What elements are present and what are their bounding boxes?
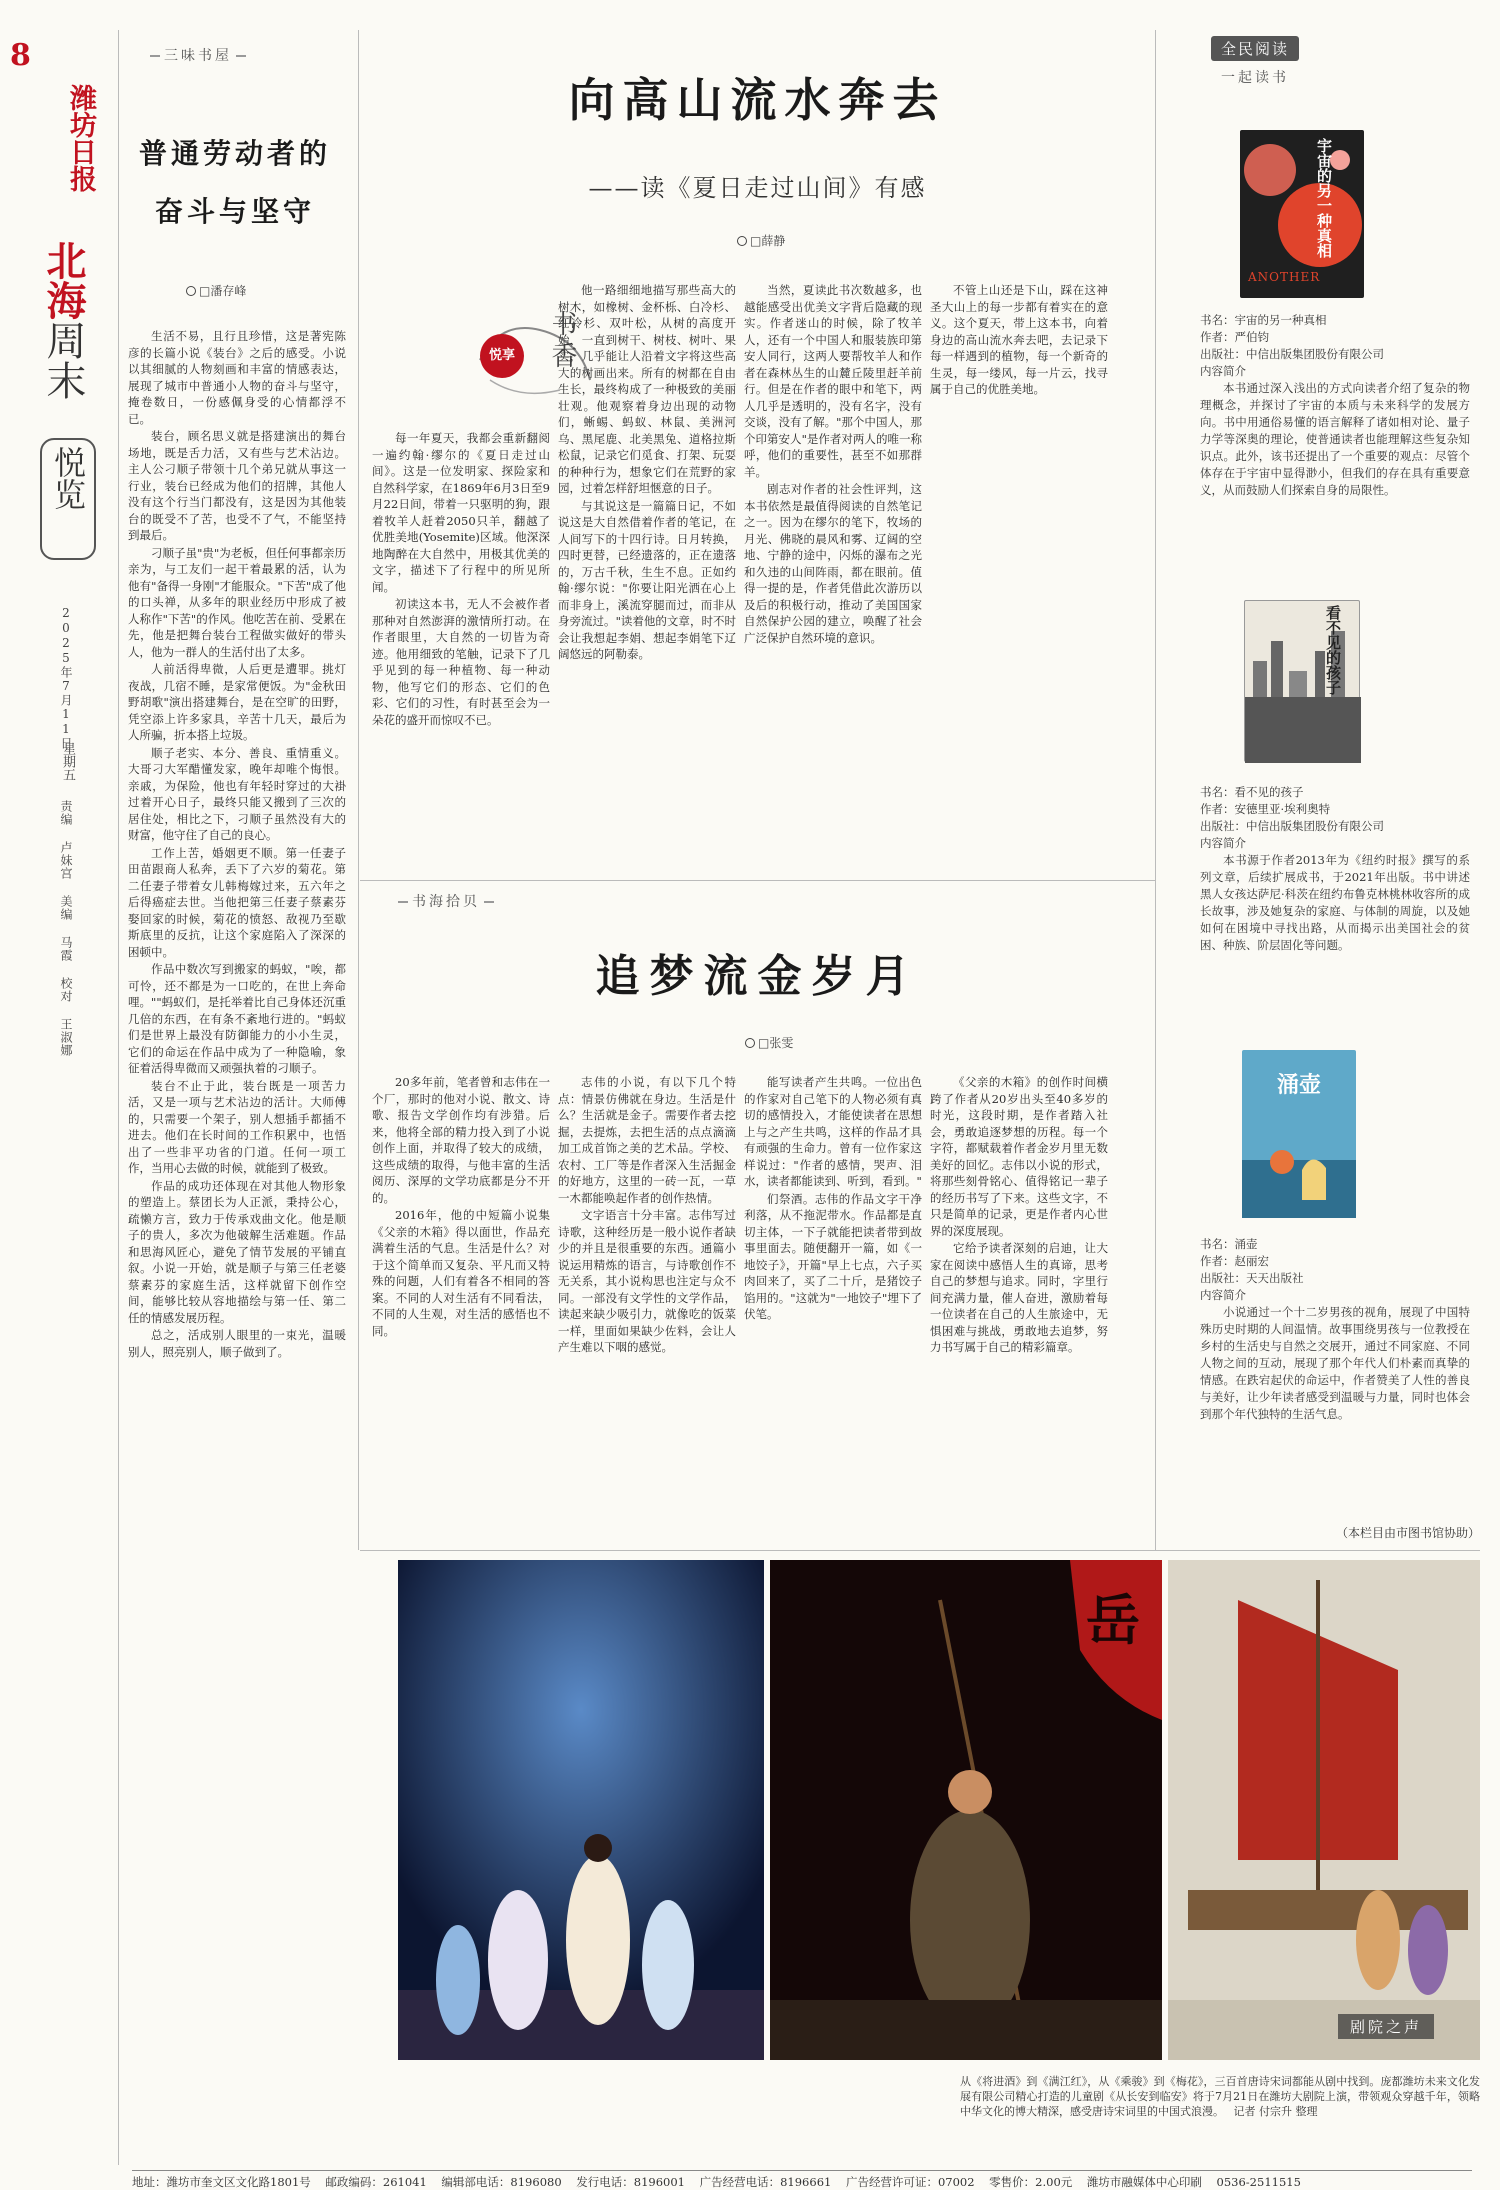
left-article-paragraph: 刁顺子虽"贵"为老板，但任何事都亲历亲为，与工友们一起干着最累的活，认为他有"备得一身刚"才能服众。"下苦"成了他的口头禅，从多年的职业经历中形成了被人称作"下苦"的作风。他吃苦在前、受累在先，他是把舞台装台工程做实做好的带头人，他为一群人的生活付出了太多。 (128, 545, 346, 659)
footer-postcode: 邮政编码：261041 (325, 2175, 427, 2189)
stage-photo-3 (1168, 1560, 1480, 2060)
book-1-publisher: 出版社：中信出版集团股份有限公司 (1200, 347, 1384, 361)
footer (132, 2170, 1472, 2190)
book-3-intro: 小说通过一个十二岁男孩的视角，展现了中国特殊历史时期的人间温情。故事围绕男孩与一位教授在乡村的生活史与自然之交展开，通过不同家庭、不同人物之间的互动，展现了那个年代人们朴素而真挚的情感。在跌宕起伏的命运中，作者赞美了人性的善良与美好，让少年读者感受到温暖与力量，同时也体会到那个年代独特的生活气息。 (1200, 1305, 1470, 1421)
second-article-paragraph: 志伟的小说，有以下几个特点：情景仿佛就在身边。生活是什么？生活就是金子。需要作者去挖掘，去提炼，去把生活的点点滴滴加工成首饰之美的艺术品。学校、农村、工厂等是作者深入生活掘金的好地方，这里的一砖一瓦，一草一木都能唤起作者的创作热情。 (558, 1075, 736, 1205)
second-article-paragraph: 20多年前，笔者曾和志伟在一个厂，那时的他对小说、散文、诗歌、报告文学创作均有涉猎。后来，他将全部的精力投入到了小说创作上面，并取得了较大的成绩，这些成绩的取得，与他丰富的生活阅历、深厚的文学功底都是分不开的。 (372, 1075, 550, 1205)
left-article-paragraph: 顺子老实、本分、善良、重情重义。大哥刁大军醋懂发家，晚年却唯个悔恨。亲戚，为保险，他也有年轻时穿过的大褂过着开心日子，最终只能又搬到了三次的居住处，相比之下，刁顺子虽然没有大的财富，他守住了自己的良心。 (128, 745, 346, 842)
left-article-body (128, 328, 346, 2160)
reading-tag (1190, 36, 1320, 87)
column-tag-juyuan: 剧院之声 (1338, 2014, 1434, 2039)
divider (360, 1550, 1480, 1551)
left-article-paragraph: 总之，活成别人眼里的一束光，温暖别人，照亮别人，顺子做到了。 (128, 1328, 346, 1359)
second-article-col1 (372, 1074, 550, 1544)
book-cover-1-title: 宇宙的另一种真相 (1315, 138, 1333, 258)
weekly-name-b: 周末 (40, 320, 86, 400)
second-article-col4 (930, 1074, 1108, 1544)
banner-character: 岳 (1086, 1588, 1140, 1652)
stage-photo-2 (770, 1560, 1162, 2060)
footer-printer: 潍坊市融媒体中心印刷 (1086, 2175, 1202, 2189)
issue-weekday: 星期五 (60, 742, 75, 781)
weekly-name-a: 北海 (40, 240, 87, 320)
book-cover-3 (1242, 1050, 1356, 1218)
book-cover-3-title: 涌壶 (1276, 1072, 1321, 1098)
second-article-paragraph: 文字语言十分丰富。志伟写过诗歌，这种经历是一般小说作者缺少的并且是很重要的东西。通篇小说运用精炼的语言，与诗歌创作不无关系，其小说构思也注定与众不同。一部没有文学性的文学作品，读起来缺少吸引力，就像吃的饭菜一样，里面如果缺少佐料，会让人产生难以下咽的感觉。 (558, 1208, 736, 1354)
left-article-byline (186, 282, 246, 299)
left-article-paragraph: 工作上苦，婚姻更不顺。第一任妻子田苗跟商人私奔，丢下了六岁的菊花。第二任妻子带着女儿韩梅嫁过来，五六年之后得癌症去世。当他把第三任妻子蔡素芬娶回家的时候，菊花的愤怒、敌视乃至歇斯底里的反抗，让这个家庭陷入了深深的困顿中。 (128, 845, 346, 959)
column-tag-shuhai: 书海拾贝 (398, 890, 494, 914)
second-article-col3 (744, 1074, 922, 1544)
second-article-paragraph: 它给予读者深刻的启迪，让大家在阅读中感悟人生的真谛，思考自己的梦想与追求。同时，字里行间充满力量，催人奋进，激励着每一位读者在自己的人生旅途中，无惧困难与挑战，勇敢地去追梦，努力书写属于自己的精彩篇章。 (930, 1241, 1108, 1354)
photo-caption-text: 从《将进酒》到《满江红》，从《乘骏》到《梅花》，三百首唐诗宋词都能从剧中找到。庞都潍坊未来文化发展有限公司精心打造的儿童剧《从长安到临安》将于7月21日在潍坊大剧院上演，带领观众穿越千年，领略中华文化的博大精深，感受唐诗宋词里的中国式浪漫。 (960, 2075, 1480, 2118)
left-author: □潘存峰 (199, 284, 247, 298)
main-article-subtitle: ——读《夏日走过山间》有感 (588, 174, 927, 202)
main-article-paragraph: 剧志对作者的社会性评判，这本书依然是最值得阅读的自然笔记之一。因为在缪尔的笔下，牧场的月光、佛晓的晨风和雾、辽阔的空地、宁静的途中，闪烁的瀑布之光和久违的山间阵雨，都在眼前。值得一提的是，作者凭借此次游历以及后的积极行动，推动了美国国家自然保护公园的建立，唤醒了社会广泛保护自然环境的意识。 (744, 482, 922, 645)
book-cover-1 (1240, 130, 1364, 298)
divider (360, 880, 1155, 881)
left-article-paragraph: 作品的成功还体现在对其他人物形象的塑造上。蔡团长为人正派，秉持公心，疏懒方言，致力于传承戏曲文化。他是顺子的贵人，多次为他破解生活难题。作品和思海风匠心，避免了情节发展的平铺直叙。小说一开始，就是顺子与第三任老婆蔡素芬的家庭生活，这样就留下创作空间，能够比较从容地描绘与第一任、第二任的情感发展历程。 (128, 1178, 346, 1325)
page-number: 8 (10, 38, 31, 73)
book-3-intro-label: 内容简介 (1200, 1288, 1246, 1302)
footer-ad-license: 广告经营许可证：07002 (845, 2175, 975, 2189)
book-1-title: 书名：宇宙的另一种真相 (1200, 313, 1327, 327)
editors-credit: 责编 卢妹宫 美编 马霞 校对 王淑娜 (59, 800, 73, 1057)
photo-caption-credit: 记者 付宗升 整理 (1233, 2105, 1318, 2118)
divider (1155, 30, 1156, 1550)
stage-photo-1 (398, 1560, 764, 2060)
badge-large-text: 书香 (547, 310, 577, 374)
main-article-paragraph: 他一路细细地描写那些高大的树木，如橡树、金杯栎、白冷杉、红冷杉、双叶松，从树的高度开始，一直到树干、树枝、树叶、果实，几乎能让人沿着文字将这些高大的树画出来。所有的树都在自由生长，最终构成了一种极致的美丽壮观。他观察着身边出现的动物们，蜥蜴、蚂蚁、林鼠、美洲河乌、黑尾鹿、北美黑兔、道格拉斯松鼠，记录它们觅食、打架、玩耍的种种行为，想象它们在荒野的家园，过着怎样舒坦惬意的日子。 (558, 283, 736, 495)
main-article-paragraph: 初读这本书，无人不会被作者那种对自然澎湃的激情所打动。在作者眼里，大自然的一切皆为奇迹。他用细致的笔触，记录下了几乎见到的每一种植物、每一种动物，他写它们的形态、它们的色彩、它们的习性，有时甚至会为一朵花的盛开而惊叹不已。 (372, 597, 550, 727)
book-1-intro: 本书通过深入浅出的方式向读者介绍了复杂的物理概念，并探讨了宇宙的本质与未来科学的发展方向。书中用通俗易懂的语言解释了诸如相对论、量子力学等深奥的理论，使普通读者也能理解这些复杂知识点。此外，该书还提出了一个重要的观点：尽管个体存在于宇宙中显得渺小，但我们的存在具有重要意义，从而鼓励人们探索自身的局限性。 (1200, 381, 1470, 497)
main-article-title: 向高山流水奔去 (568, 73, 947, 127)
book-info-3 (1200, 1236, 1470, 1423)
second-article-byline (745, 1034, 793, 1051)
library-credit: （本栏目由市图书馆协助） (1335, 1526, 1480, 1540)
section-label-text: 悦览 (49, 446, 87, 510)
badge-small-text: 悦享 (488, 348, 515, 363)
left-article-paragraph: 人前活得卑微，人后更是遭罪。挑灯夜战，几宿不睡，是家常便饭。为"金秋田野胡歌"演出搭建舞台，是在空旷的田野，凭空添上许多家具，辛苦十几天，最后为人所骗，折本搭上垃圾。 (128, 662, 346, 742)
left-article-paragraph: 装台不止于此，装台既是一项苦力活，又是一项与艺术沾边的活计。大师傅的，只需要一个架子，别人想插手都插不进去。他们在长时间的工作积累中，也悟出了一些非平功省的门道。任何一项工作，当用心去做的时候，就能到了极致。 (128, 1078, 346, 1175)
second-article-paragraph: 能写读者产生共鸣。一位出色的作家对自己笔下的人物必须有真切的感情投入，才能使读者在思想上与之产生共鸣，这样的作品才具有顽强的生命力。曾有一位作家这样说过："作者的感情，哭声、泪水，读者都能读到、听到，看到。" (744, 1075, 922, 1188)
book-1-author: 作者：严伯钧 (1200, 330, 1269, 344)
main-author: □薛静 (750, 234, 786, 248)
reading-tag-line2: 一起读书 (1221, 70, 1289, 86)
second-article-paragraph: 们祭酒。志伟的作品文字干净利落，从不拖泥带水。作品都是直切主体，一下子就能把读者带到故事里面去。随便翻开一篇，如《一地饺子》，开篇"早上七点，六子买肉回来了，买了二十斤，是猪饺子馅用的。"这就为"一地饺子"埋下了伏笔。 (744, 1191, 922, 1321)
book-3-publisher: 出版社：天天出版社 (1200, 1271, 1304, 1285)
second-article-paragraph: 《父亲的木箱》的创作时间横跨了作者从20岁出头至40多岁的时光，这段时期，是作者踏入社会，勇敢追逐梦想的历程。每一个字符，都赋载着作者金岁月里无数美好的回忆。志伟以小说的形式，将那些刻骨铭心、值得铭记一辈子的经历书写了下来。这些文字，不只是简单的记录，更是作者内心世界的深度展现。 (930, 1075, 1108, 1238)
left-article-paragraph: 作品中数次写到搬家的蚂蚁，"唉，都可怜，还不都是为一口吃的，在世上奔命哩。""蚂蚁们，是托举着比自己身体还沉重几倍的东西，在有条不紊地行进的。"蚂蚁们是世界上最没有防御能力的小小生灵，它们的命运在作品中成为了一种隐喻，象征着活得卑微而又顽强执着的刁顺子。 (128, 962, 346, 1075)
column-tag-sanwei: 三味书屋 (150, 44, 246, 68)
stage-photo-3-art-icon (1168, 1560, 1480, 2060)
main-article-col2 (558, 282, 736, 866)
main-article-col1 (372, 430, 550, 866)
footer-editorial-phone: 编辑部电话：8196080 (441, 2175, 562, 2189)
divider (358, 30, 359, 1550)
main-article-byline (737, 232, 785, 249)
second-author: □张雯 (758, 1036, 794, 1050)
main-article-col4 (930, 282, 1108, 866)
section-label (40, 438, 96, 560)
weekly-name (40, 240, 96, 400)
divider (118, 30, 119, 2165)
issue-date: 2025年7月11日 (59, 606, 73, 750)
paper-name: 潍坊日报 (65, 84, 96, 192)
photo-caption (960, 2074, 1480, 2119)
left-article-paragraph: 装台，顾名思义就是搭建演出的舞台场地，既是舌力活，又有些与艺术沾边。主人公刁顺子带领十几个弟兄就从事这一行业，装台已经成为他们的招牌，其他人没有这个行当门都没有，这是因为其他装台的既受不了苦，也受不了气，不能坚持到最后。 (128, 429, 346, 542)
footer-hotline: 0536-2511515 (1216, 2175, 1301, 2189)
second-article-paragraph: 2016年，他的中短篇小说集《父亲的木箱》得以面世，作品充满着生活的气息。生活是什么？对于这个简单而又复杂、平凡而又特殊的问题，人们有着各不相同的答案。不同的人对生活有不同看法，不同的人生观，对生活的感悟也不同。 (372, 1208, 550, 1338)
left-title-line2: 奋斗与坚守 (154, 195, 315, 228)
footer-address: 地址：潍坊市奎文区文化路1801号 (132, 2175, 311, 2189)
book-cover-2 (1244, 600, 1360, 762)
main-article-paragraph: 与其说这是一篇篇日记，不如说这是大自然借着作者的笔记，在人间写下的十四行诗。日月转换，四时更替，已经遗落的，正在遗落的，万古千秋，生生不息。正如约翰·缪尔说："你要让阳光洒在心上而非身上，溪流穿腿而过，而非从身旁流过。"读着他的文章，时不时会让我想起李娟、想起李娟笔下辽阔悠远的阿勒泰。 (558, 498, 736, 661)
byline-mark-icon (745, 1038, 755, 1048)
footer-circulation-phone: 发行电话：8196001 (576, 2175, 685, 2189)
stage-photo-1-art-icon (398, 1560, 764, 2060)
footer-ad-phone: 广告经营电话：8196661 (699, 2175, 832, 2189)
main-article-paragraph: 每一年夏天，我都会重新翻阅一遍约翰·缪尔的《夏日走过山间》。这是一位发明家、探险家和自然科学家，在1869年6月3日至9月22日间，带着一只驱明的狗，跟着牧羊人赶着2050只羊，翻越了优胜美地(Yosemite)区域。他深深地陶醉在大自然中，用极其优美的文字，描述下了行程中的所见所闻。 (372, 431, 550, 594)
book-cover-2-title: 看不见的孩子 (1324, 605, 1342, 695)
book-2-publisher: 出版社：中信出版集团股份有限公司 (1200, 819, 1384, 833)
main-article-col3 (744, 282, 922, 866)
book-1-intro-label: 内容简介 (1200, 364, 1246, 378)
reading-tag-line1: 全民阅读 (1211, 36, 1299, 61)
left-title-line1: 普通劳动者的 (138, 137, 331, 170)
main-article-paragraph: 不管上山还是下山，踩在这神圣大山上的每一步都有着实在的意义。这个夏天，带上这本书，向着身边的高山流水奔去吧，去记录下每一样遇到的植物，每一个新奇的生灵，每一缕风，每一片云，找寻属于自己的优胜美地。 (930, 283, 1108, 396)
book-2-intro-label: 内容简介 (1200, 836, 1246, 850)
book-2-intro: 本书源于作者2013年为《纽约时报》撰写的系列文章，后续扩展成书，于2021年出版。书中讲述黑人女孩达萨尼·科茨在纽约布鲁克林桃林收容所的成长故事，涉及她复杂的家庭、与体制的周旋，以及她如何在困境中寻找出路，从而揭示出美国社会的贫困、种族、阶层固化等问题。 (1200, 853, 1470, 952)
byline-mark-icon (737, 236, 747, 246)
book-3-author: 作者：赵丽宏 (1200, 1254, 1269, 1268)
byline-mark-icon (186, 286, 196, 296)
second-article-title: 追梦流金岁月 (595, 951, 920, 1002)
main-article-paragraph: 当然，夏读此书次数越多，也越能感受出优美文字背后隐藏的现实。作者迷山的时候，除了牧羊人，还有一个中国人和服装族印第安人同行，这两人要帮牧羊人和作者在森林丛生的山麓丘陵里赶羊前行。但是在作者的眼中和笔下，两人几乎是透明的，没有名字，没有交谈，没有了解。"那个中国人，那个印第安人"是作者对两人的唯一称呼，他们的重要性，甚至不如那群羊。 (744, 283, 922, 479)
book-info-2 (1200, 784, 1470, 954)
book-cover-1-sub: ANOTHER (1248, 270, 1321, 284)
book-2-title: 书名：看不见的孩子 (1200, 785, 1304, 799)
book-2-author: 作者：安德里亚·埃利奥特 (1200, 802, 1331, 816)
left-article-paragraph: 生活不易，且行且珍惜，这是著宪陈彦的长篇小说《装台》之后的感受。小说以其细腻的人物刻画和丰富的情感表达，展现了城市中普通小人物的奋斗与坚守，掩卷数日，一份感佩身受的心情都浮不已。 (128, 329, 346, 426)
book-3-title: 书名：涌壶 (1200, 1237, 1258, 1251)
footer-price: 零售价：2.00元 (989, 2175, 1073, 2189)
book-info-1 (1200, 312, 1470, 499)
second-article-col2 (558, 1074, 736, 1544)
left-article-title (120, 134, 350, 232)
